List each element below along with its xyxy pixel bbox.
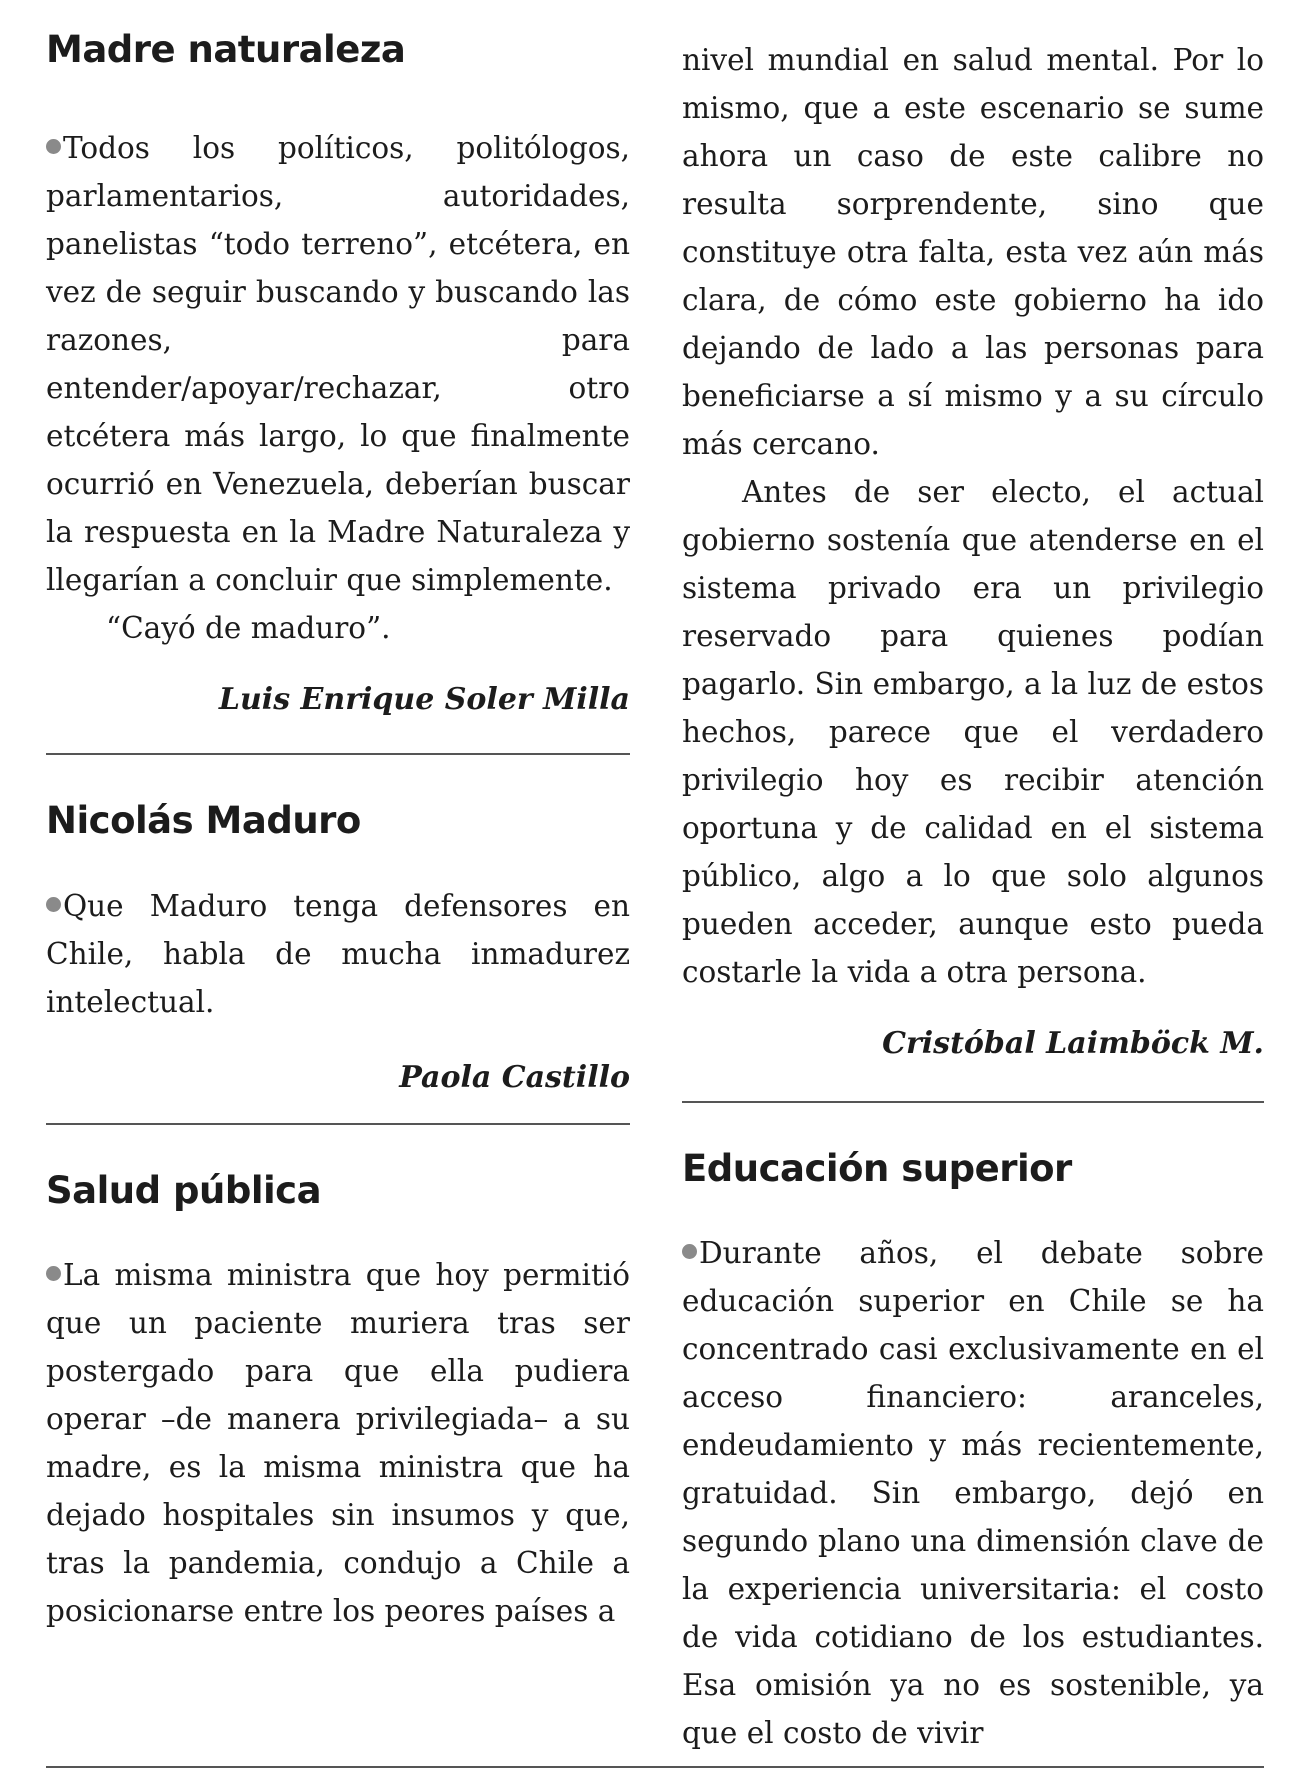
section-heading-salud-publica: Salud pública bbox=[46, 1168, 322, 1212]
bullet-icon bbox=[46, 1266, 61, 1281]
section-divider bbox=[46, 753, 630, 755]
letter-continuation-p2: Antes de ser electo, el actual gobierno sostenía que atenderse en el sistema privado era un privilegio reservado para quienes podían pagarlo. Sin embargo, a la luz de estos hechos, parece que el verdadero privilegio hoy es recibir atención oportuna y de calidad en el sistema público, algo a lo que solo algunos pueden acceder, aunque esto pueda costarle la vida a otra persona. bbox=[682, 475, 1264, 989]
signature-laimbock: Cristóbal Laimböck M. bbox=[882, 1026, 1264, 1061]
section-divider bbox=[46, 1123, 630, 1125]
letter-text: Durante años, el debate sobre educación superior en Chile se ha concentrado casi exclusivamente en el acceso financiero: aranceles, endeudamiento y más recientemente, gratuidad. Sin embargo, dejó en segundo plano una dimensión clave de la experiencia universitaria: el costo de vida cotidiano de los estudiantes. Esa omisión ya no es sostenible, ya que el costo de vivir bbox=[682, 1236, 1264, 1751]
letter-body-nicolas-maduro bbox=[46, 882, 630, 1026]
right-column bbox=[682, 0, 1264, 1757]
bottom-divider bbox=[46, 1766, 1264, 1768]
letter-text: La misma ministra que hoy permitió que un paciente muriera tras ser postergado para que ella pudiera operar –de manera privilegiada– a su madre, es la misma ministra que ha dejado hospitales sin insumos y que, tras la pandemia, condujo a Chile a posicionarse entre los peores países a bbox=[46, 1258, 630, 1629]
signature-paola-castillo: Paola Castillo bbox=[399, 1059, 630, 1095]
signature-soler-milla: Luis Enrique Soler Milla bbox=[218, 682, 630, 718]
letter-text: Todos los políticos, politólogos, parlamentarios, autoridades, panelistas “todo terreno”, etcétera, en vez de seguir buscando y buscando las razones, para entender/apoyar/rechazar, otro etcétera más largo, lo que finalmente ocurrió en Venezuela, deberían buscar la respuesta en la Madre Naturaleza y llegarían a concluir que simplemente. bbox=[46, 131, 630, 598]
section-heading-nicolas-maduro: Nicolás Maduro bbox=[46, 799, 361, 843]
letter-body-educacion-superior bbox=[682, 1229, 1264, 1757]
letter-body-salud-publica bbox=[46, 1251, 630, 1635]
section-heading-educacion-superior: Educación superior bbox=[682, 1147, 1072, 1190]
section-heading-madre-naturaleza: Madre naturaleza bbox=[46, 28, 406, 71]
letter-quote: “Cayó de maduro”. bbox=[106, 611, 391, 646]
left-column bbox=[46, 0, 630, 1635]
letter-body-madre-naturaleza bbox=[46, 124, 630, 604]
bullet-icon bbox=[682, 1244, 697, 1259]
section-divider bbox=[682, 1101, 1264, 1103]
bullet-icon bbox=[46, 139, 61, 154]
letter-text: Que Maduro tenga defensores en Chile, habla de mucha inmadurez intelectual. bbox=[46, 888, 630, 1019]
bullet-icon bbox=[46, 897, 61, 912]
letter-continuation-p1: nivel mundial en salud mental. Por lo mismo, que a este escenario se sume ahora un caso de este calibre no resulta sorprendente, sino que constituye otra falta, esta vez aún más clara, de cómo este gobierno ha ido dejando de lado a las personas para beneficiarse a sí mismo y a su círculo más cercano. bbox=[682, 43, 1264, 461]
